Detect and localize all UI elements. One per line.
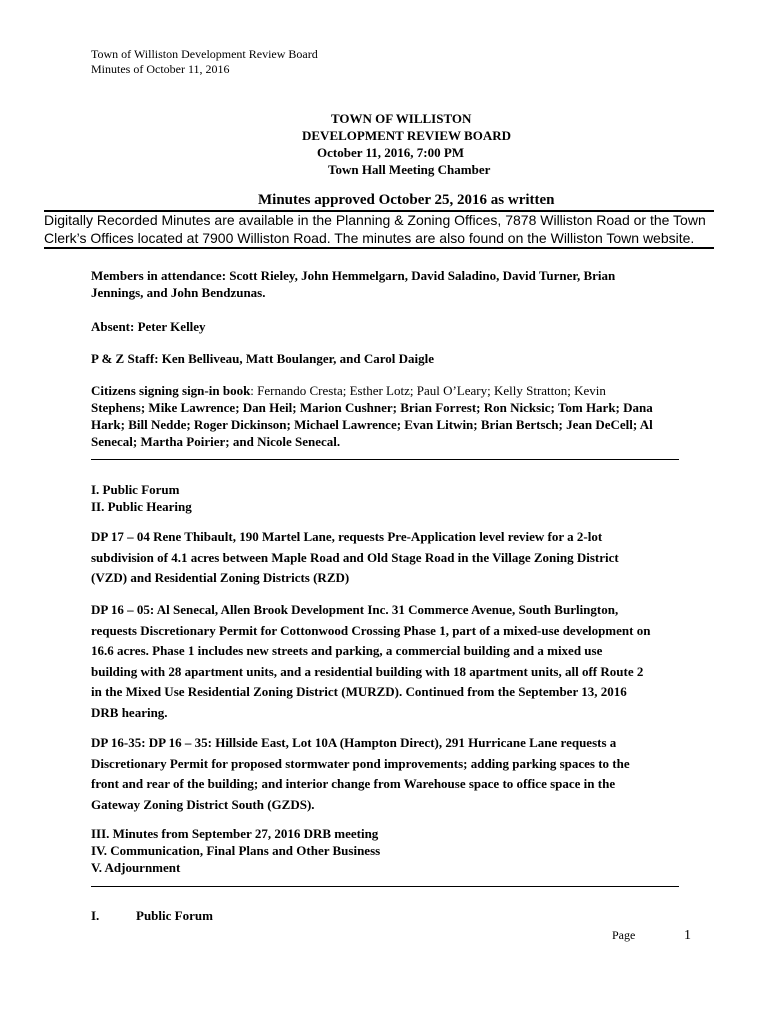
item-line: front and rear of the building; and interior change from Warehouse space to office space in the	[91, 776, 616, 791]
agenda-closing	[91, 825, 701, 876]
citizens-line: Stephens; Mike Lawrence; Dan Heil; Marion Cushner; Brian Forrest; Ron Nicksic; Tom Hark; Dana	[91, 400, 653, 415]
citizens-line	[91, 382, 701, 399]
recording-notice-line-2: Clerk’s Offices located at 7900 Williston Road. The minutes are also found on the Williston Town website.	[44, 230, 695, 246]
recording-notice	[44, 211, 724, 247]
item-line: subdivision of 4.1 acres between Maple Road and Old Stage Road in the Village Zoning District	[91, 549, 619, 565]
title-board: DEVELOPMENT REVIEW BOARD	[302, 128, 511, 143]
item-line: building with 28 apartment units, and a residential building with 18 apartment units, all off Route 2	[91, 663, 644, 679]
agenda-item: V. Adjournment	[91, 860, 181, 875]
item-line: Gateway Zoning District South (GZDS).	[91, 796, 315, 812]
citizens-line: Hark; Bill Nedde; Roger Dickinson; Michael Lawrence; Evan Litwin; Brian Bertsch; Jean DeCell; Al	[91, 417, 653, 432]
item-line: DP 16-35: DP 16 – 35: Hillside East, Lot 10A (Hampton Direct), 291 Hurricane Lane requests a	[91, 735, 617, 750]
agenda-item: I. Public Forum	[91, 482, 180, 497]
running-header	[91, 47, 318, 77]
item-line: DP 17 – 04 Rene Thibault, 190 Martel Lane, requests Pre-Application level review for a 2-lot	[91, 529, 603, 544]
citizens-line: Senecal; Martha Poirier; and Nicole Senecal.	[91, 434, 341, 449]
title-date: October 11, 2016, 7:00 PM	[317, 145, 465, 160]
item-line: Discretionary Permit for proposed stormwater pond improvements; adding parking spaces to the	[91, 755, 630, 771]
title-town: TOWN OF WILLISTON	[331, 111, 472, 126]
item-line: 16.6 acres. Phase 1 includes new streets and parking, a commercial building and a mixed use	[91, 643, 603, 658]
header-line-1: Town of Williston Development Review Board	[91, 47, 318, 61]
separator-line	[91, 886, 679, 887]
item-line: DRB hearing.	[91, 704, 168, 720]
staff-list: P & Z Staff: Ken Belliveau, Matt Boulanger, and Carol Daigle	[91, 351, 435, 366]
item-line: (VZD) and Residential Zoning Districts (RZD)	[91, 570, 350, 585]
citizens-names: : Fernando Cresta; Esther Lotz; Paul O’Leary; Kelly Stratton; Kevin	[250, 383, 606, 398]
citizens-label: Citizens signing sign-in book	[91, 383, 251, 398]
citizens-list	[91, 382, 701, 450]
members-in-attendance	[91, 267, 701, 301]
agenda-item: II. Public Hearing	[91, 499, 192, 514]
dp-17-04-item	[91, 527, 701, 589]
separator-line	[91, 459, 679, 460]
item-line: DP 16 – 05: Al Senecal, Allen Brook Development Inc. 31 Commerce Avenue, South Burlington,	[91, 602, 619, 617]
recording-notice-line-1: Digitally Recorded Minutes are available in the Planning & Zoning Offices, 7878 Williston Road or the Town	[44, 212, 706, 228]
header-line-2: Minutes of October 11, 2016	[91, 62, 230, 76]
section-number: I.	[91, 908, 100, 923]
item-line: requests Discretionary Permit for Cottonwood Crossing Phase 1, part of a mixed-use development on	[91, 622, 651, 638]
absent-members: Absent: Peter Kelley	[91, 319, 206, 334]
agenda-opening	[91, 481, 701, 515]
bottom-rule	[44, 247, 714, 249]
agenda-item: IV. Communication, Final Plans and Other Business	[91, 843, 381, 858]
approval-note: Minutes approved October 25, 2016 as written	[258, 192, 555, 208]
section-title: Public Forum	[136, 908, 213, 923]
members-line: Members in attendance: Scott Rieley, John Hemmelgarn, David Saladino, David Turner, Brian	[91, 268, 616, 283]
page-number: 1	[684, 928, 691, 943]
members-line: Jennings, and John Bendzunas.	[91, 285, 266, 300]
agenda-item: III. Minutes from September 27, 2016 DRB meeting	[91, 826, 379, 841]
dp-16-05-item	[91, 600, 701, 723]
page-label: Page	[612, 928, 636, 942]
dp-16-35-item	[91, 733, 701, 815]
title-location: Town Hall Meeting Chamber	[328, 162, 491, 177]
item-line: in the Mixed Use Residential Zoning District (MURZD). Continued from the September 13, 2016	[91, 684, 627, 699]
